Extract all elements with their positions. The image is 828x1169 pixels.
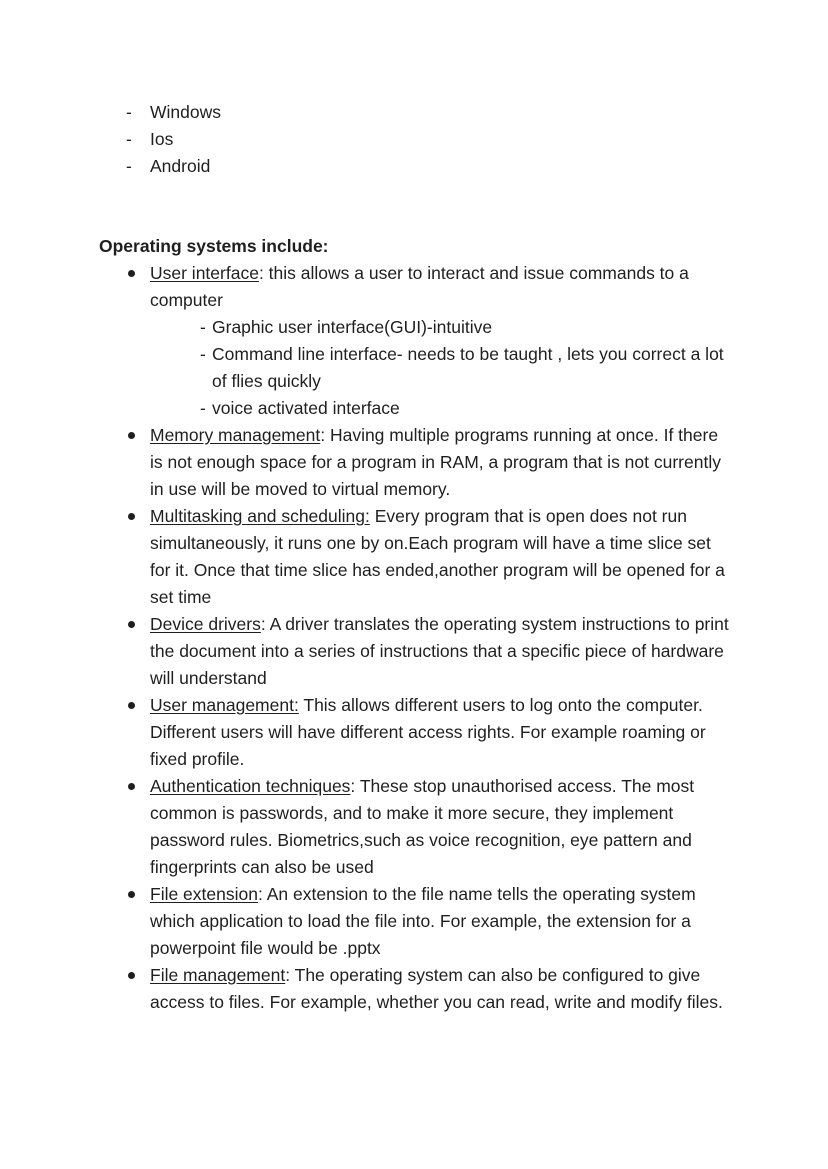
interface-type-item: - Command line interface- needs to be taught , lets you correct a lot of flies quickly bbox=[200, 341, 730, 395]
feature-description: : The operating system can also be configured to give access to files. For example, whether you can read, write and modify files. bbox=[150, 965, 723, 1012]
feature-term: Multitasking and scheduling: bbox=[150, 506, 370, 526]
feature-term: Authentication techniques bbox=[150, 776, 351, 796]
feature-item-device-drivers bbox=[150, 611, 730, 692]
feature-item-user-management bbox=[150, 692, 730, 773]
feature-term: User management: bbox=[150, 695, 299, 715]
interface-type-item: - voice activated interface bbox=[200, 395, 730, 422]
feature-description: : An extension to the file name tells the operating system which application to load the file into. For example, the extension for a powerpoint file would be .pptx bbox=[150, 884, 696, 958]
feature-item-file-extension bbox=[150, 881, 730, 962]
feature-description: : this allows a user to interact and issue commands to a computer bbox=[150, 263, 689, 310]
feature-description: : A driver translates the operating system instructions to print the document into a series of instructions that a specific piece of hardware will understand bbox=[150, 614, 729, 688]
os-example-item: - Windows bbox=[122, 99, 221, 126]
feature-description: Every program that is open does not run simultaneously, it runs one by on.Each program will have a time slice set for it. Once that time slice has ended,another program will be opened for a set time bbox=[150, 506, 725, 607]
feature-term: Memory management bbox=[150, 425, 321, 445]
feature-term: File extension bbox=[150, 884, 258, 904]
os-features-list bbox=[150, 260, 730, 1016]
os-example-item: - Android bbox=[122, 153, 221, 180]
feature-item-multitasking bbox=[150, 503, 730, 611]
interface-types-list bbox=[150, 314, 730, 422]
interface-type-item: - Graphic user interface(GUI)-intuitive bbox=[200, 314, 730, 341]
feature-description: : Having multiple programs running at once. If there is not enough space for a program in RAM, a program that is not currently in use will be moved to virtual memory. bbox=[150, 425, 721, 499]
feature-item-memory-management bbox=[150, 422, 730, 503]
feature-description: This allows different users to log onto the computer. Different users will have different access rights. For example roaming or fixed profile. bbox=[150, 695, 706, 769]
feature-term: Device drivers bbox=[150, 614, 261, 634]
feature-term: File management bbox=[150, 965, 286, 985]
os-example-item: - Ios bbox=[122, 126, 221, 153]
feature-description: : These stop unauthorised access. The most common is passwords, and to make it more secure, they implement password rules. Biometrics,such as voice recognition, eye pattern and fingerprints can also be used bbox=[150, 776, 695, 877]
os-examples-list bbox=[122, 99, 221, 180]
section-heading: Operating systems include: bbox=[99, 236, 329, 256]
feature-item-user-interface bbox=[150, 260, 730, 422]
feature-item-authentication bbox=[150, 773, 730, 881]
feature-item-file-management bbox=[150, 962, 730, 1016]
feature-term: User interface bbox=[150, 263, 259, 283]
